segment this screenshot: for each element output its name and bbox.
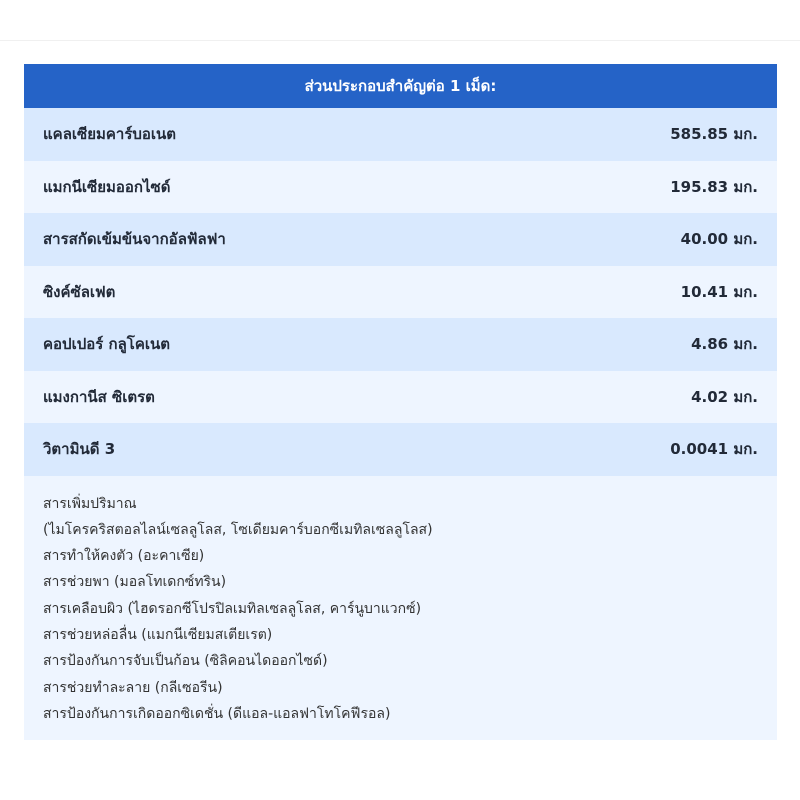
note-line: สารป้องกันการเกิดออกซิเดชั่น (ดีแอล-แอลฟาโทโคฟีรอล)	[43, 705, 391, 722]
ingredient-amount: 0.0041 มก.	[670, 440, 758, 459]
table-row	[24, 213, 777, 266]
ingredient-name: วิตามินดี 3	[43, 440, 116, 459]
ingredient-name: แมกนีเซียมออกไซด์	[43, 177, 171, 196]
table-row	[24, 423, 777, 476]
note-line: สารช่วยหล่อลื่น (แมกนีเซียมสเตียเรต)	[43, 626, 273, 643]
note-line: (ไมโครคริสตอลไลน์เซลลูโลส, โซเดียมคาร์บอกซีเมทิลเซลลูโลส)	[43, 521, 433, 538]
note-line: สารช่วยทำละลาย (กลีเซอรีน)	[43, 679, 223, 696]
table-row	[24, 318, 777, 371]
other-ingredients-notes	[24, 476, 777, 740]
table-row	[24, 108, 777, 161]
table-row	[24, 161, 777, 214]
ingredients-table	[24, 64, 777, 740]
ingredient-amount: 4.02 มก.	[691, 387, 758, 406]
ingredient-amount: 10.41 มก.	[680, 282, 758, 301]
table-row	[24, 266, 777, 319]
top-divider	[0, 40, 800, 41]
ingredient-name: สารสกัดเข้มข้นจากอัลฟัลฟา	[43, 230, 226, 249]
ingredient-name: คอปเปอร์ กลูโคเนต	[43, 335, 170, 354]
table-header	[24, 64, 777, 108]
note-line: สารทำให้คงตัว (อะคาเซีย)	[43, 548, 205, 565]
ingredient-amount: 585.85 มก.	[670, 125, 758, 144]
ingredient-amount: 195.83 มก.	[670, 177, 758, 196]
note-line: สารช่วยพา (มอลโทเดกซ์ทริน)	[43, 574, 227, 591]
note-line: สารเพิ่มปริมาณ	[43, 495, 137, 512]
table-row	[24, 371, 777, 424]
ingredient-amount: 4.86 มก.	[691, 335, 758, 354]
ingredient-name: แคลเซียมคาร์บอเนต	[43, 125, 177, 144]
ingredient-name: แมงกานีส ซิเตรต	[43, 387, 155, 406]
note-line: สารป้องกันการจับเป็นก้อน (ซิลิคอนไดออกไซด์)	[43, 653, 328, 670]
note-line: สารเคลือบผิว (ไฮดรอกซีโปรปิลเมทิลเซลลูโลส, คาร์นูบาแวกซ์)	[43, 600, 422, 617]
table-title: ส่วนประกอบสำคัญต่อ 1 เม็ด:	[304, 77, 497, 95]
ingredient-name: ซิงค์ซัลเฟต	[43, 282, 116, 301]
ingredient-amount: 40.00 มก.	[680, 230, 758, 249]
